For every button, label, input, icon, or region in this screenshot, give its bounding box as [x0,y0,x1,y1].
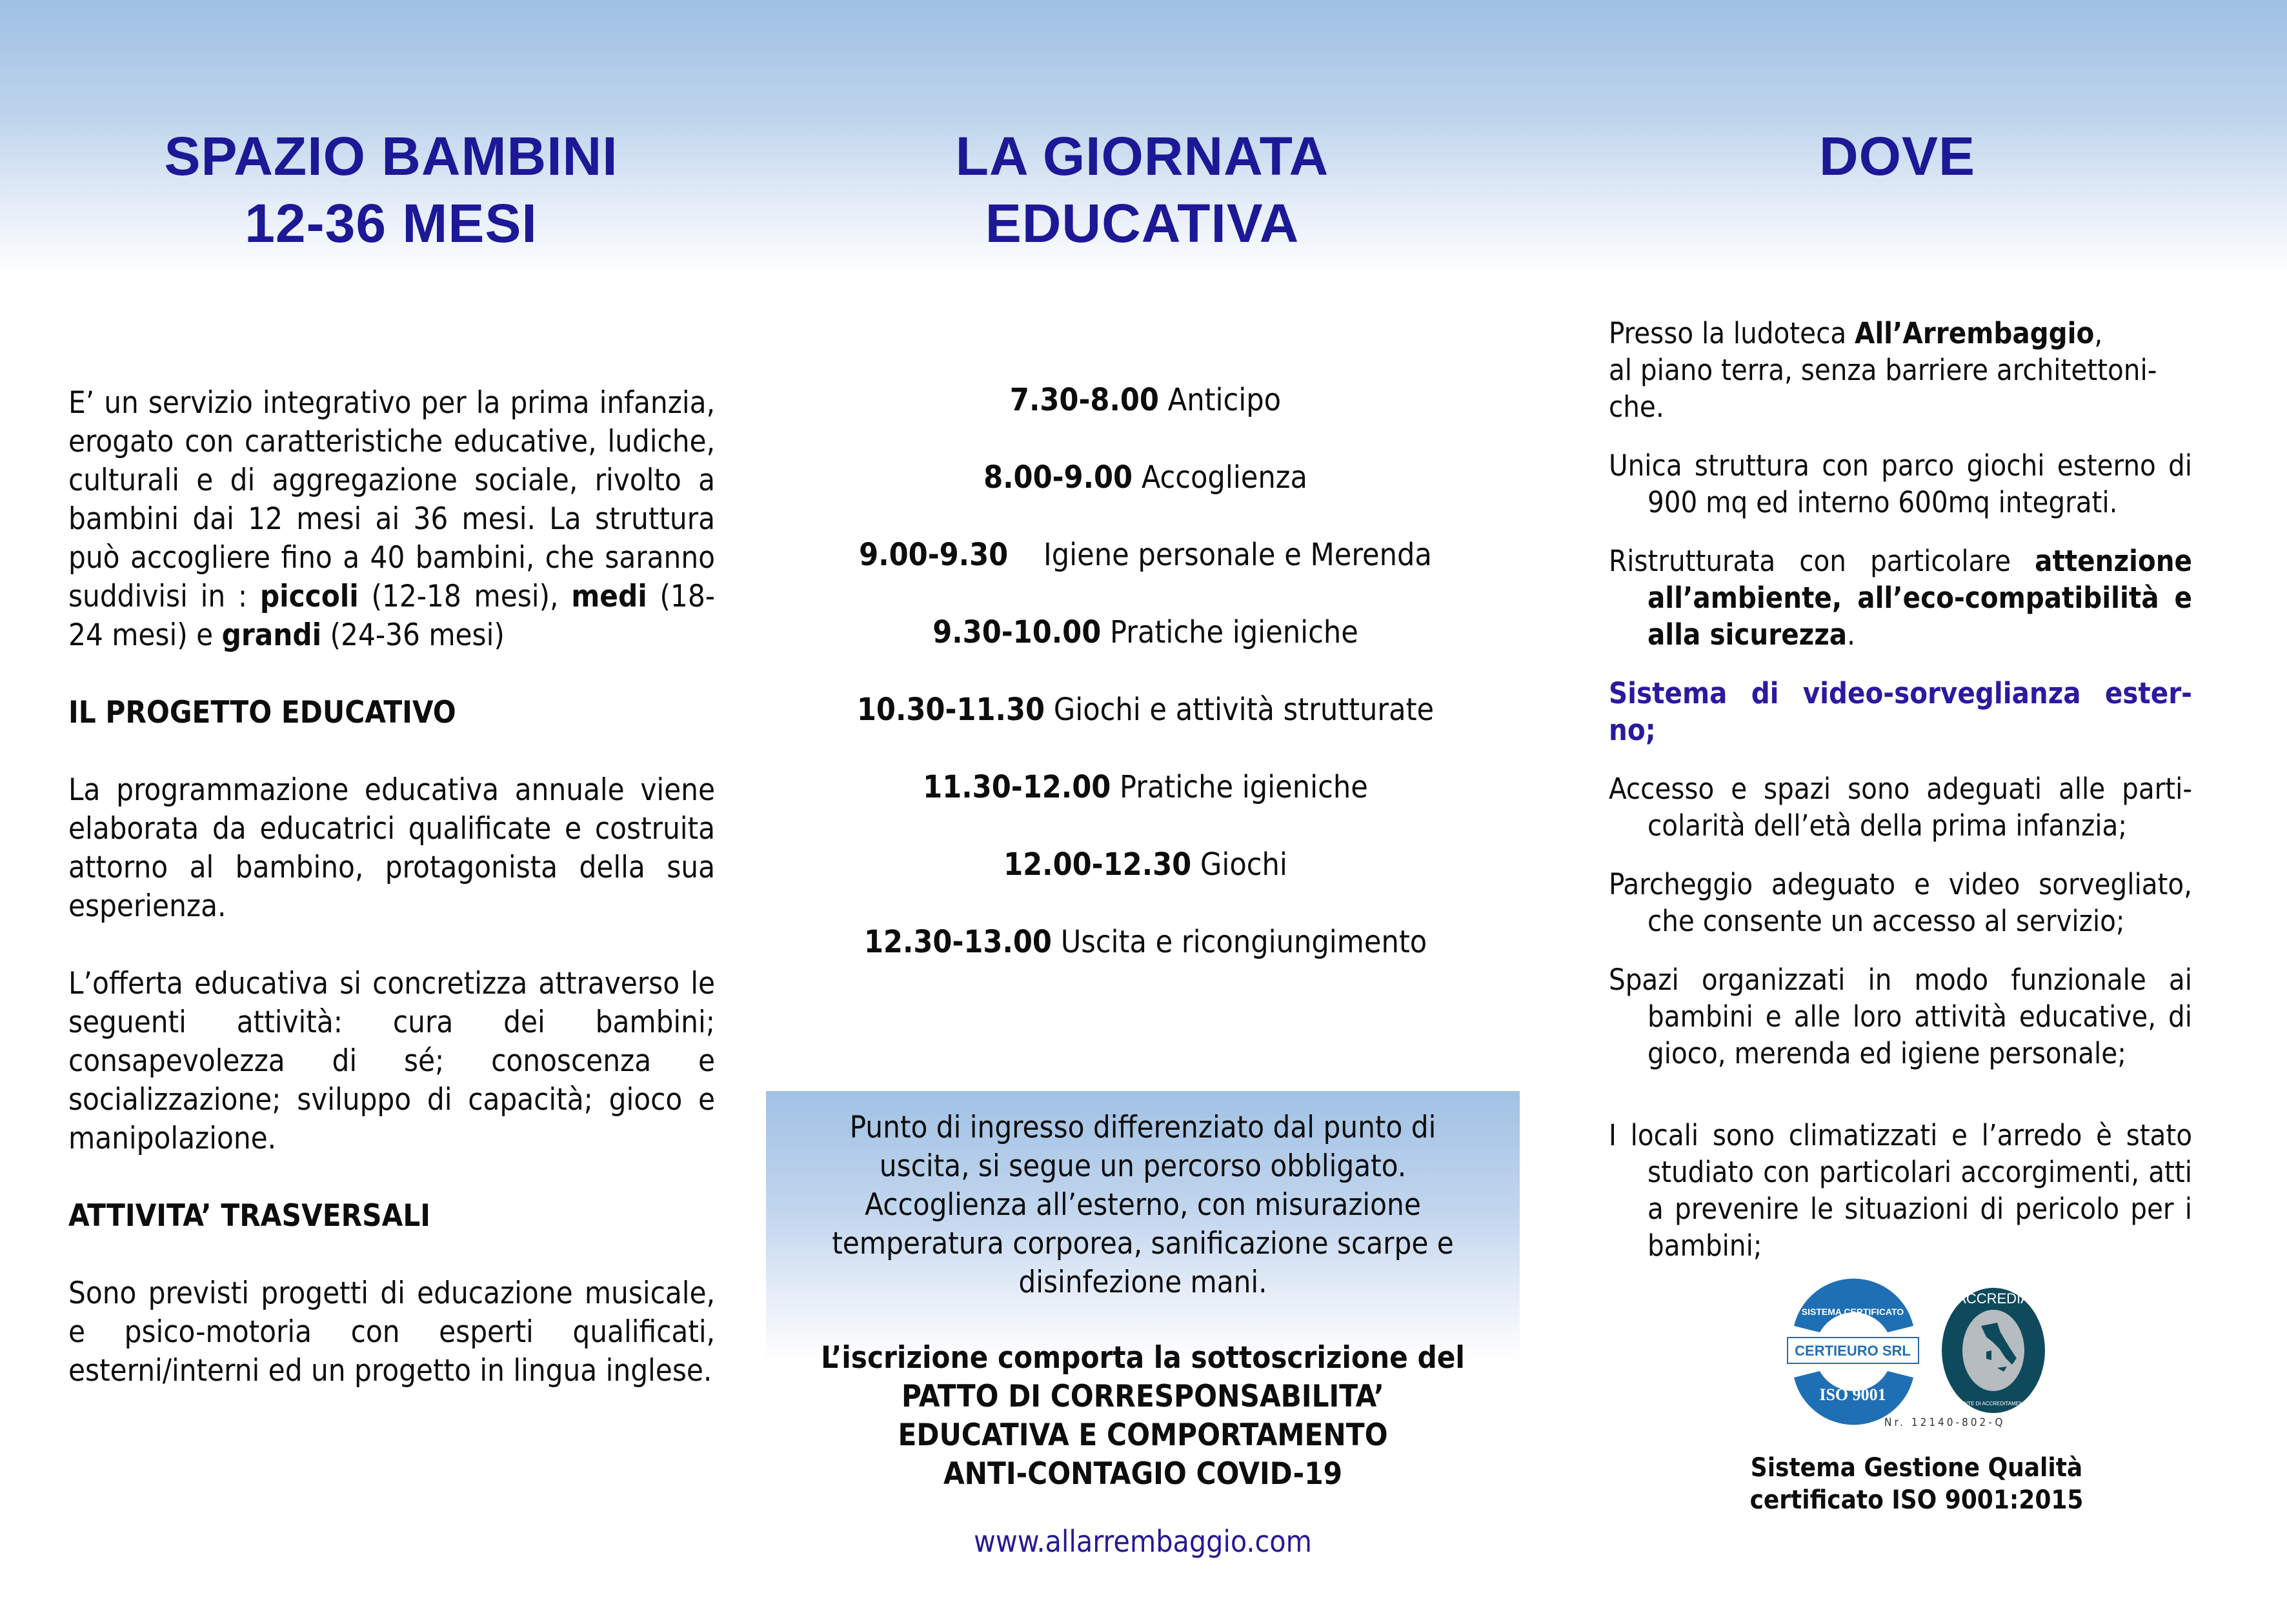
ludoteca-name: All’Arrembaggio [1854,316,2095,350]
certification-logos [1742,1278,2065,1432]
enrollment-line: EDUCATIVA E COMPORTAMENTO [898,1418,1388,1453]
park-paragraph: Unica struttura con parco giochi esterno di 900 mq ed interno 600mq integrati. [1609,448,2192,519]
accredia-name-text: ACCREDIA [1957,1290,2030,1307]
location-paragraph [1609,315,2192,425]
intro-text: E’ un servizio integrativo per la prima infanzia, erogato con caratteristiche educative, ludiche, culturali e di aggregazione sociale, rivolto a bambini dai 12 mesi ai 36 mesi. La struttura può accogliere fino a 40 bambini, che saranno suddivisi in : [68,385,715,614]
spaces-paragraph: Spazi organizzati in modo funzionale ai bambini e alle loro attività educative, di gioco, merenda ed igiene personale; [1609,963,2192,1070]
iso-caption-line: certificato ISO 9001:2015 [1749,1485,2084,1515]
title-line: LA GIORNATA [955,126,1329,186]
schedule-row [768,768,1523,845]
climate-paragraph: I locali sono climatizzati e l’arredo è stato studiato con particolari accorgimenti, atti a prevenire le situazioni di pericolo per i bambini; [1609,1118,2192,1263]
schedule-time: 12.30-13.00 [863,924,1052,960]
title-line: SPAZIO BAMBINI [164,126,618,186]
schedule-time: 9.30-10.00 [932,614,1102,650]
certieuro-top-arc [1794,1279,1913,1332]
covid-line: disinfezione mani. [1018,1265,1267,1300]
schedule-activity: Giochi e attività strutturate [1053,692,1435,728]
schedule-activity: Pratiche igieniche [1120,769,1368,805]
group-piccoli-range: (12-18 mesi), [358,579,572,614]
accredia-inner-ellipse [1962,1310,2024,1391]
access-paragraph: Accesso e spazi sono adeguati alle parti-colarità dell’età della prima infanzia; [1609,772,2192,843]
enrollment-notice [766,1339,1520,1494]
certieuro-name-text: CERTIEURO SRL [1795,1343,1911,1359]
intro-paragraph [68,384,715,655]
schedule-activity: Uscita e ricongiungimento [1060,924,1427,960]
title-line: 12-36 MESI [245,193,538,254]
covid-line: Accoglienza all’esterno, con misurazione [865,1187,1421,1223]
activities-paragraph: Sono previsti progetti di educazione musicale, e psico-motoria con esperti qualificati, esterni/interni ed un progetto in lingua inglese. [68,1276,715,1388]
schedule-row [768,690,1523,768]
accredia-tagline-text: L’ENTE DI ACCREDITAMENTO [1957,1401,2030,1407]
parking-paragraph: Parcheggio adeguato e video sorvegliato, che consente un accesso al servizio; [1609,867,2192,938]
accredia-logo [1942,1288,2045,1413]
right-column [1609,315,2192,1286]
certieuro-top-text: SISTEMA CERTIFICATO [1801,1307,1904,1317]
group-grandi-range: (24-36 mesi) [321,617,505,653]
schedule-time: 9.00-9.30 [859,537,1009,573]
group-medi-range: (18-24 mesi) e [68,579,715,653]
schedule-row [768,613,1523,690]
schedule-activity: Accoglienza [1141,459,1307,496]
schedule-time: 11.30-12.00 [923,769,1111,805]
heading-progetto-educativo: IL PROGETTO EDUCATIVO [68,695,456,730]
website-link[interactable]: www.allarrembaggio.com [974,1524,1312,1559]
enrollment-line: PATTO DI CORRESPONSABILITA’ [902,1379,1384,1414]
schedule-time: 7.30-8.00 [1009,382,1159,418]
left-column [68,384,715,1390]
group-medi: medi [571,579,647,614]
project-paragraph: La programmazione educativa annuale viene elaborata da educatrici qualificate e costruita attorno al bambino, protagonista della sua esperienza. [68,772,715,924]
schedule-time: 12.00-12.30 [1003,847,1192,883]
covid-line: uscita, si segue un percorso obbligato. [879,1148,1407,1184]
title-dove [1600,123,2194,190]
renovation-suffix: . [1847,617,1855,652]
schedule-row [768,845,1523,923]
schedule-row [768,923,1523,1000]
renovation-prefix: Ristrutturata con particolare [1609,544,2035,578]
certieuro-logo [1788,1279,1919,1425]
schedule-activity: Anticipo [1167,382,1282,418]
iso-caption [1678,1452,2155,1516]
enrollment-line: L’iscrizione comporta la sottoscrizione del [821,1340,1465,1376]
schedule-time: 8.00-9.00 [983,459,1133,496]
location-detail: al piano terra, senza barriere architettoni-che. [1609,353,2157,424]
covid-line: temperatura corporea, sanificazione scarpe e [832,1226,1454,1261]
group-piccoli: piccoli [259,579,359,614]
title-giornata-educativa [774,123,1510,257]
schedule-activity: Pratiche igieniche [1110,614,1358,650]
schedule-time: 10.30-11.30 [856,692,1045,728]
title-spazio-bambini [68,123,714,257]
schedule-row [768,458,1523,536]
location-suffix: , [2094,316,2103,350]
covid-measures [766,1108,1520,1302]
schedule-activity: Igiene personale e Merenda [1043,537,1432,573]
covid-line: Punto di ingresso differenziato dal punto di [849,1110,1436,1145]
renovation-highlight: attenzione all’ambiente, all’eco-compatibilità e alla sicurezza [1647,544,2192,652]
video-surveillance-note: Sistema di video-sorveglianza ester-no; [1609,676,2192,747]
enrollment-line: ANTI-CONTAGIO COVID-19 [943,1456,1343,1492]
daily-schedule [768,381,1523,1000]
location-prefix: Presso la ludoteca [1609,316,1855,350]
group-grandi: grandi [221,617,322,653]
offer-paragraph: L’offerta educativa si concretizza attraverso le seguenti attività: cura dei bambini; consapevolezza di sé; conoscenza e socializzazione; sviluppo di capacità; gioco e manipolazione. [68,966,715,1156]
registration-number: Nr. 12140-802-Q [1884,1416,2006,1429]
sardinia-icon [1986,1350,1991,1360]
schedule-activity: Giochi [1200,847,1287,883]
heading-attivita-trasversali: ATTIVITA’ TRASVERSALI [68,1198,431,1234]
renovation-paragraph [1609,543,2192,653]
schedule-row [768,536,1523,613]
title-line: EDUCATIVA [985,193,1300,254]
schedule-row [768,381,1523,458]
title-line: DOVE [1819,126,1976,186]
certieuro-iso-text: ISO 9001 [1819,1385,1886,1404]
iso-caption-line: Sistema Gestione Qualità [1750,1453,2083,1483]
